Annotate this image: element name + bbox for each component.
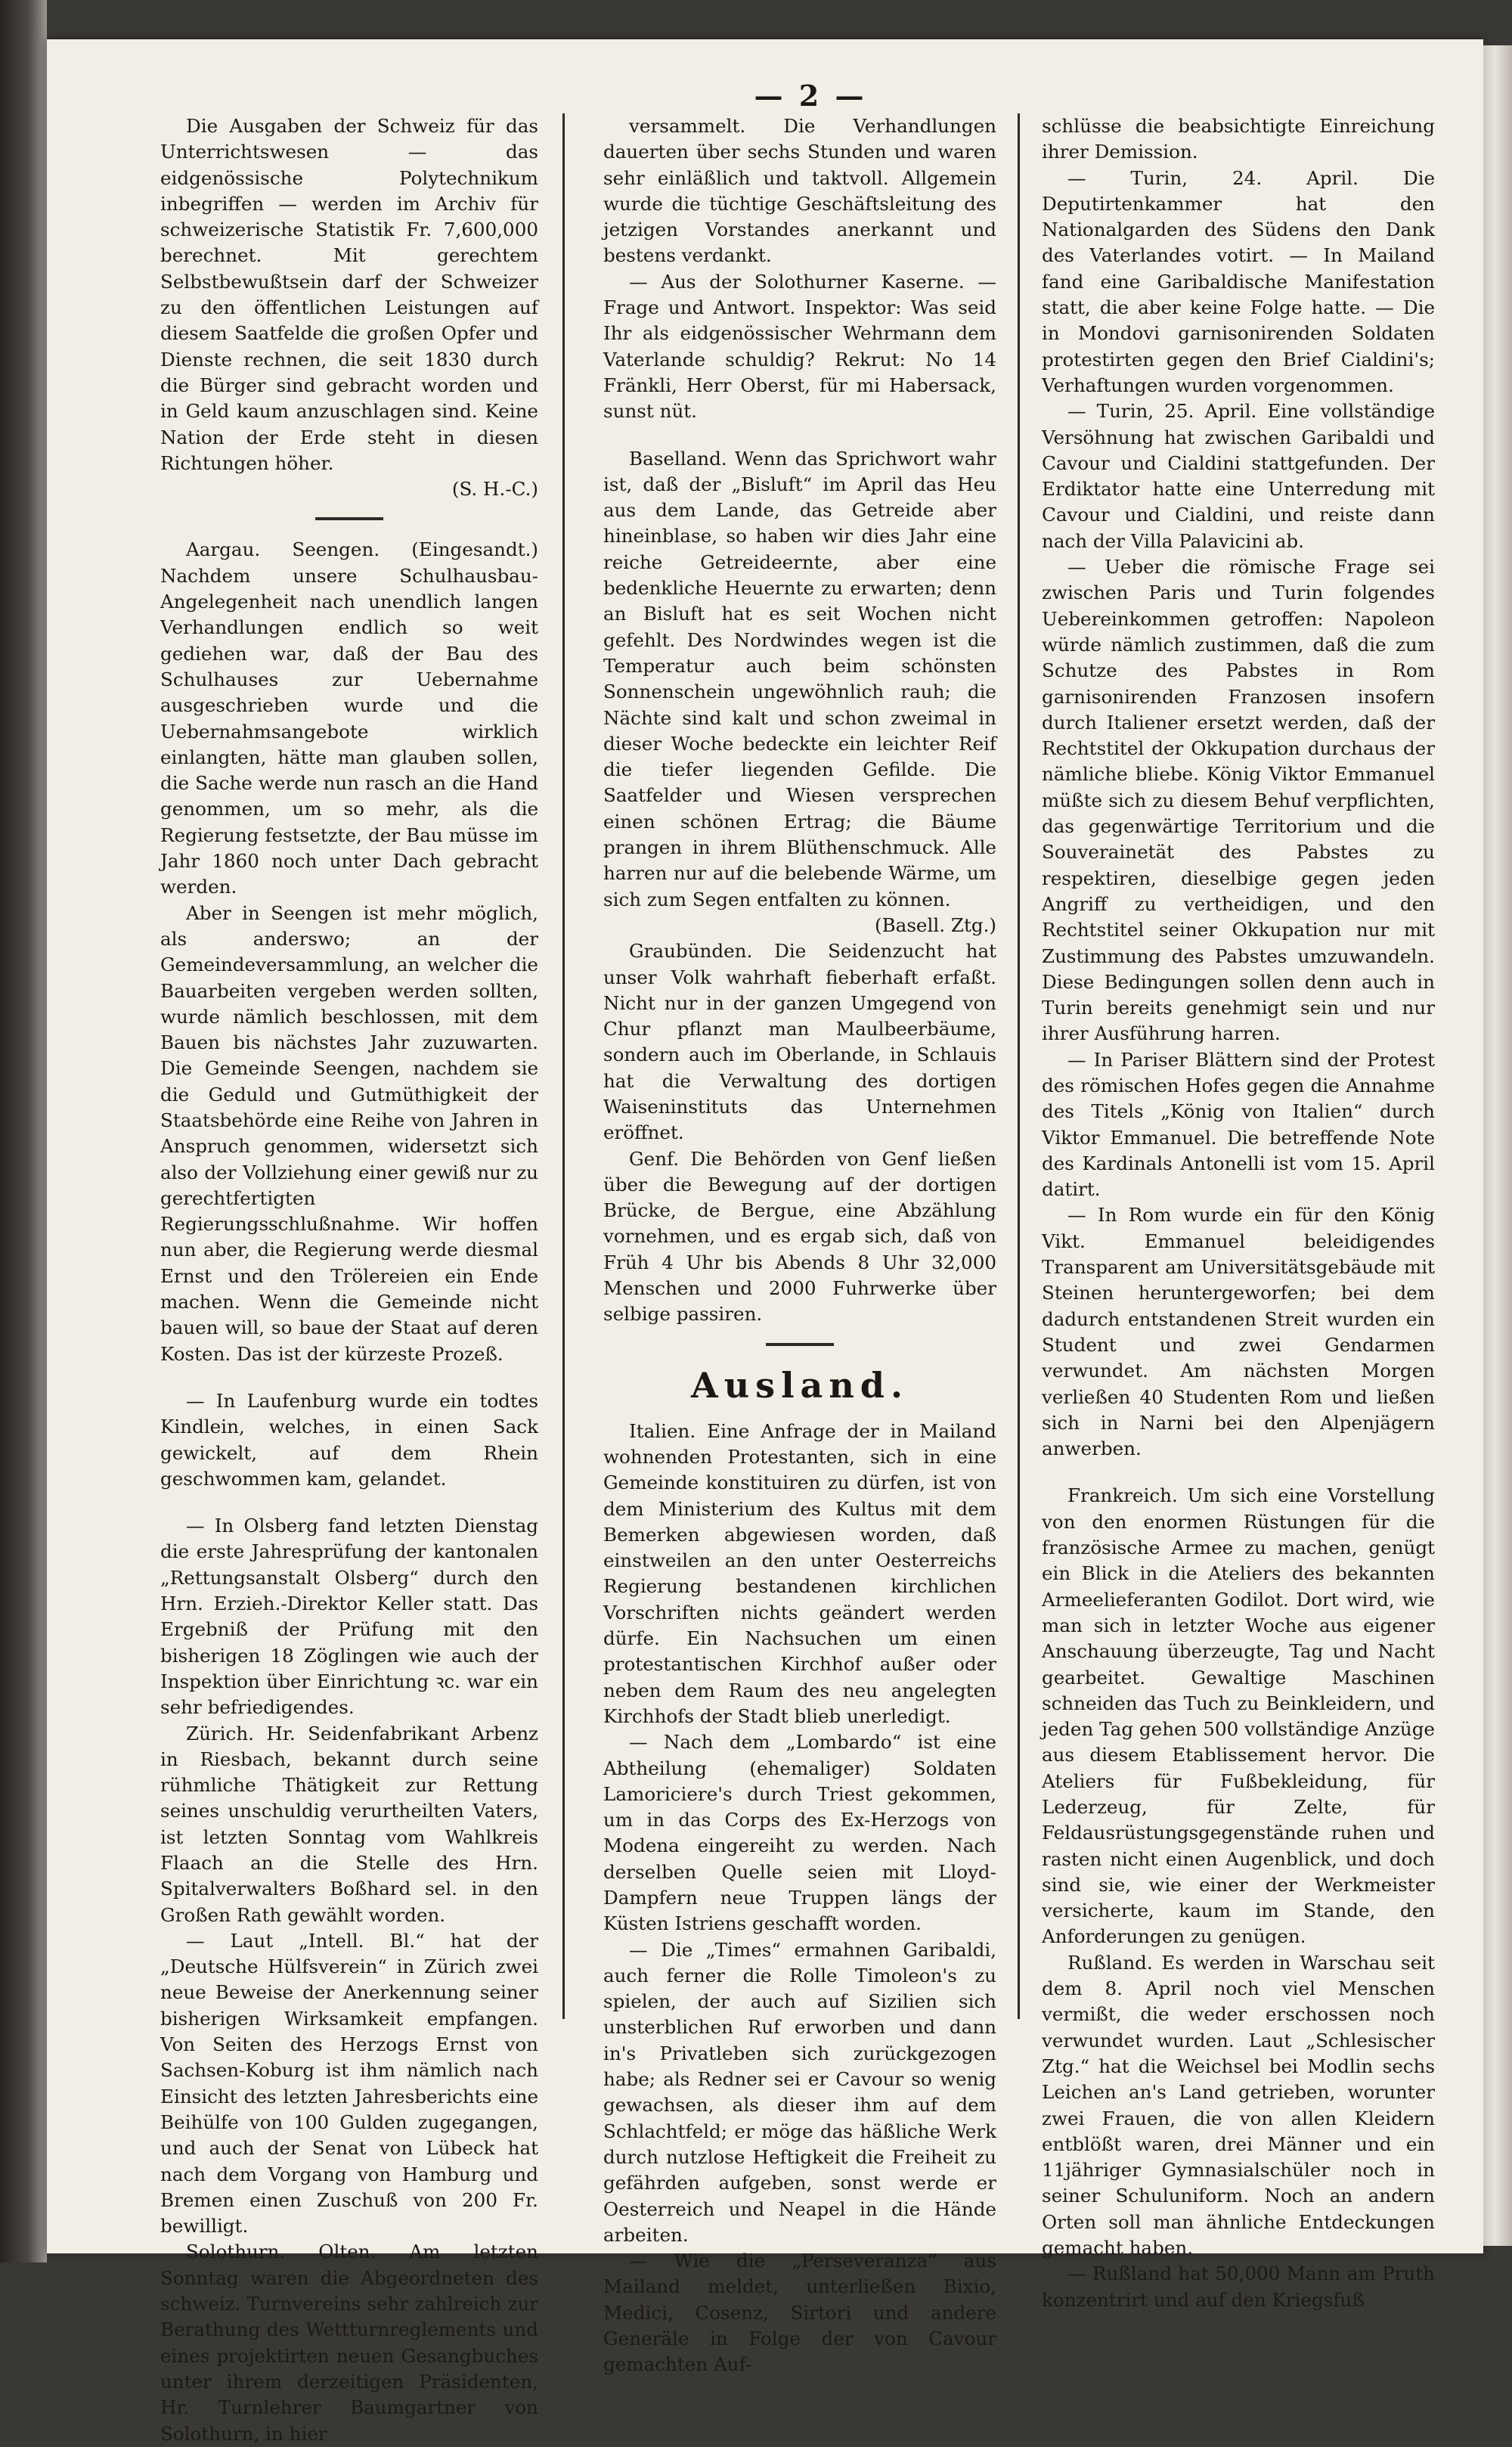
article-roman-question: — Ueber die römische Frage sei zwischen Paris und Turin folgendes Uebereinkommen getroffen: Napoleon würde nämlich zustimmen, daß die zum Schutze des Pabstes in Rom garnisonirenden Franzosen insofern durch Italiener ersetzt werden, daß der Rechtstitel der Okkupation durchaus der nämliche bliebe. König Viktor Emmanuel müßte sich zu diesem Behuf verpflichten, das gegenwärtige Territorium und die Souverainetät des Pabstes zu respektiren, dieselbige gegen jeden Angriff zu vertheidigen, und den Rechtstitel seiner Okkupation nur mit Zustimmung des Pabstes umzuwandeln. Diese Bedingungen sollen denn auch in Turin bereits genehmigt sein und nur ihrer Ausführung harren. <box>1042 556 1435 1045</box>
source-signature: (Basell. Ztg.) <box>874 913 996 936</box>
article-huelfsverein: — Laut „Intell. Bl.“ hat der „Deutsche Hülfsverein“ in Zürich zwei neue Beweise der Anerkennung seiner bisherigen Wirksamkeit empfangen. Von Seiten des Herzogs Ernst von Sachsen-Koburg ist ihm nämlich nach Einsicht des letzten Jahresberichts eine Beihülfe von 100 Gulden zugegangen, und auch der Senat von Lübeck hat nach dem Vorgang von Hamburg und Bremen einen Zuschuß von 200 Fr. bewilligt. <box>160 1929 538 2238</box>
article-times-garibaldi: — Die „Times“ ermahnen Garibaldi, auch ferner die Rolle Timoleon's zu spielen, der auch auf Sizilien sich unsterblichen Ruf erworben und dann in's Privatleben sich zurückgezogen habe; als Redner sei er Cavour so wenig gewachsen, als dieser ihm auf dem Schlachtfeld; er möge das häßliche Werk durch nutzlose Heftigkeit die Freiheit zu gefährden aufgeben, sonst werde er Oesterreich und Neapel in die Hände arbeiten. <box>603 1938 996 2246</box>
article-perseveranza: — Wie die „Perseveranza“ aus Mailand meldet, unterließen Bixio, Medici, Cosenz, Sirtori und andere Generäle in Folge der von Cavour gemachten Auf- <box>603 2250 996 2376</box>
article-solothurn-olten: Solothurn. Olten. Am letzten Sonntag waren die Abgeordneten des schweiz. Turnvereins sehr zahlreich zur Berathung des Wettturnreglements und eines projektirten neuen Gesangbuches unter ihrem derzeitigen Präsidenten, Hr. Turnlehrer Baumgartner von Solothurn, in hier <box>160 2241 538 2445</box>
article-solothurn-kaserne: — Aus der Solothurner Kaserne. — Frage und Antwort. Inspektor: Was seid Ihr als eidgenössischer Wehrmann dem Vaterlande schuldig? Rekrut: No 14 Fränkli, Herr Oberst, für mi Habersack, sunst nüt. <box>603 270 996 423</box>
article-perseveranza-continued: schlüsse die beabsichtigte Einreichung ihrer Demission. <box>1042 115 1435 163</box>
article-aargau-seengen: Aargau. Seengen. (Eingesandt.) Nachdem unsere Schulhausbau-Angelegenheit nach unendlich langen Verhandlungen endlich so weit gediehen war, daß der Bau des Schulhauses zur Uebernahme ausgeschrieben wurde und die Uebernahmsangebote wirklich einlangten, hätte man glauben sollen, die Sache werde nun rasch an die Hand genommen, um so mehr, als die Regierung festsetzte, der Bau müsse im Jahr 1860 noch unter Dach gebracht werden. <box>160 538 538 898</box>
column-1 <box>160 113 538 2447</box>
article-lombardo: — Nach dem „Lombardo“ ist eine Abtheilung (ehemaliger) Soldaten Lamoriciere's durch Triest gekommen, um in das Corps des Ex-Herzogs von Modena eingereiht zu werden. Nach derselben Quelle seien mit Lloyd-Dampfern neue Truppen längs der Küsten Istriens geschafft worden. <box>603 1731 996 1935</box>
article-genf: Genf. Die Behörden von Genf ließen über die Bewegung auf der dortigen Brücke, de Bergue, eine Abzählung vornehmen, und es ergab sich, daß von Früh 4 Uhr bis Abends 8 Uhr 32,000 Menschen und 2000 Fuhrwerke über selbige passiren. <box>603 1147 996 1326</box>
column-divider-1 <box>562 113 565 2019</box>
source-signature: (S. H.-C.) <box>451 478 538 501</box>
article-rom-transparent: — In Rom wurde ein für den König Vikt. Emmanuel beleidigendes Transparent am Universitätsgebäude mit Steinen heruntergeworfen; bei dem dadurch entstandenen Streit wurden ein Student und zwei Gendarmen verwundet. Am nächsten Morgen verließen 40 Studenten Rom und ließen sich in Narni bei den Alpenjägern anwerben. <box>1042 1204 1435 1460</box>
article-seengen-continued: Aber in Seengen ist mehr möglich, als anderswo; an der Gemeindeversammlung, an welcher die Bauarbeiten vergeben werden sollten, wurde nämlich beschlossen, mit dem Bauen bis nächstes Jahr zuzuwarten. Die Gemeinde Seengen, nachdem sie die Geduld und Gutmüthigkeit der Staatsbehörde eine Reihe von Jahren in Anspruch genommen, widersetzt sich also der Vollziehung einer gewiß nur zu gerechtfertigten Regierungsschlußnahme. Wir hoffen nun aber, die Regierung werde diesmal Ernst und den Trölereien ein Ende machen. Wenn die Gemeinde nicht bauen will, so baue der Staat auf deren Kosten. Das ist der kürzeste Prozeß. <box>160 901 538 1365</box>
column-divider-2 <box>1018 113 1020 2019</box>
article-russland-pruth: — Rußland hat 50,000 Mann am Pruth konzentrirt und auf den Kriegsfuß <box>1042 2262 1435 2311</box>
article-zuerich-arbenz: Zürich. Hr. Seidenfabrikant Arbenz in Riesbach, bekannt durch seine rühmliche Thätigkeit zur Rettung seines unschuldig verurtheilten Vaters, ist letzten Sonntag vom Wahlkreis Flaach an die Stelle des Hrn. Spitalverwalters Boßhard sel. in den Großen Rath gewählt worden. <box>160 1722 538 1926</box>
article-turin-25-april: — Turin, 25. April. Eine vollständige Versöhnung hat zwischen Garibaldi und Cavour und Cialdini stattgefunden. Der Erdiktator hatte eine Unterredung mit Cavour und Cialdini, und reiste dann nach der Villa Palavicini ab. <box>1042 400 1435 552</box>
article-frankreich: Frankreich. Um sich eine Vorstellung von den enormen Rüstungen für die französische Armee zu machen, genügt ein Blick in die Ateliers des bekannten Armeelieferanten Godilot. Dort wird, wie man sich in letzter Woche aus eigener Anschauung überzeugte, Tag und Nacht gearbeitet. Gewaltige Maschinen schneiden das Tuch zu Beinkleidern, und jeden Tag gehen 500 vollständige Anzüge aus diesem Etablissement hervor. Die Ateliers für Fußbekleidung, für Lederzeug, für Zelte, für Feldausrüstungsgegenstände ruhen und rasten nicht einen Augenblick, und doch sind sie, wie einer der Werkmeister versicherte, kaum im Stande, den Anforderungen zu genügen. <box>1042 1484 1435 1948</box>
separator-rule <box>315 517 383 520</box>
article-laufenburg: — In Laufenburg wurde ein todtes Kindlein, welches, in einen Sack gewickelt, auf dem Rhein geschwommen kam, gelandet. <box>160 1389 538 1490</box>
scan-binding-edge <box>0 0 47 2262</box>
next-page-edge <box>1483 45 1512 2246</box>
article-turnverein-continued: versammelt. Die Verhandlungen dauerten über sechs Stunden und waren sehr einläßlich und taktvoll. Allgemein wurde die tüchtige Geschäftsleitung des jetzigen Vorstandes anerkannt und bestens verdankt. <box>603 115 996 267</box>
column-3 <box>1042 113 1435 2313</box>
article-turin-24-april: — Turin, 24. April. Die Deputirtenkammer hat den Nationalgarden des Südens den Dank des Vaterlandes votirt. — In Mailand fand eine Garibaldische Manifestation statt, die aber keine Folge hatte. — Die in Mondovi garnisonirenden Soldaten protestirten gegen den Brief Cialdini's; Verhaftungen wurden vorgenommen. <box>1042 166 1435 396</box>
separator-rule <box>766 1343 834 1346</box>
page-number: — 2 — <box>754 79 867 113</box>
column-2 <box>603 113 996 2378</box>
section-heading-ausland: Ausland. <box>691 1364 909 1406</box>
article-graubuenden: Graubünden. Die Seidenzucht hat unser Volk wahrhaft fieberhaft erfaßt. Nicht nur in der ganzen Umgegend von Chur pflanzt man Maulbeerbäume, sondern auch im Oberlande, in Schlauis hat die Verwaltung des dortigen Waiseninstituts das Unternehmen eröffnet. <box>603 940 996 1144</box>
article-education-costs: Die Ausgaben der Schweiz für das Unterrichtswesen — das eidgenössische Polytechnikum inbegriffen — werden im Archiv für schweizerische Statistik Fr. 7,600,000 berechnet. Mit gerechtem Selbstbewußtsein darf der Schweizer zu den öffentlichen Leistungen auf diesem Saatfelde die großen Opfer und Dienste rechnen, die seit 1830 durch die Bürger sind gebracht worden und in Geld kaum anzuschlagen sind. Keine Nation der Erde steht in diesen Richtungen höher. <box>160 115 538 474</box>
article-italien: Italien. Eine Anfrage der in Mailand wohnenden Protestanten, sich in eine Gemeinde konstituiren zu dürfen, ist von dem Ministerium des Kultus mit dem Bemerken abgewiesen worden, daß einstweilen an den unter Oesterreichs Regierung bestandenen kirchlichen Vorschriften nichts geändert werden dürfe. Ein Nachsuchen um einen protestantischen Kirchhof außer oder neben dem Raum des neu angelegten Kirchhofs der Stadt blieb unerledigt. <box>603 1419 996 1727</box>
article-russland: Rußland. Es werden in Warschau seit dem 8. April noch viel Menschen vermißt, die weder erschossen noch verwundet wurden. Laut „Schlesischer Ztg.“ hat die Weichsel bei Modlin sechs Leichen an's Land getrieben, worunter zwei Frauen, die von allen Kleidern entblößt waren, drei Männer und ein 11jähriger Gymnasialschüler noch in seiner Schuluniform. Noch an andern Orten soll man ähnliche Entdeckungen gemacht haben. <box>1042 1951 1435 2259</box>
article-olsberg: — In Olsberg fand letzten Dienstag die erste Jahresprüfung der kantonalen „Rettungsanstalt Olsberg“ durch den Hrn. Erzieh.-Direktor Keller statt. Das Ergebniß der Prüfung mit den bisherigen 18 Zöglingen wie auch der Inspektion über Einrichtung ꝛc. war ein sehr befriedigendes. <box>160 1515 538 1719</box>
article-pariser-blaetter: — In Pariser Blättern sind der Protest des römischen Hofes gegen die Annahme des Titels „König von Italien“ durch Viktor Emmanuel. Die betreffende Note des Kardinals Antonelli ist vom 15. April datirt. <box>1042 1048 1435 1201</box>
article-baselland: Baselland. Wenn das Sprichwort wahr ist, daß der „Bisluft“ im April das Heu aus dem Lande, das Getreide aber hineinblase, so haben wir dies Jahr eine reiche Getreideernte, aber eine bedenkliche Heuernte zu erwarten; denn an Bisluft hat es seit Wochen nicht gefehlt. Des Nordwindes wegen ist die Temperatur auch beim schönsten Sonnenschein ungewöhnlich rauh; die Nächte sind kalt und schon zweimal in dieser Woche bedeckte ein leichter Reif die tiefer liegenden Gefilde. Die Saatfelder und Wiesen versprechen einen schönen Ertrag; die Bäume prangen in ihrem Blüthenschmuck. Alle harren nur auf die belebende Wärme, um sich zum Segen entfalten zu können. <box>603 447 996 910</box>
